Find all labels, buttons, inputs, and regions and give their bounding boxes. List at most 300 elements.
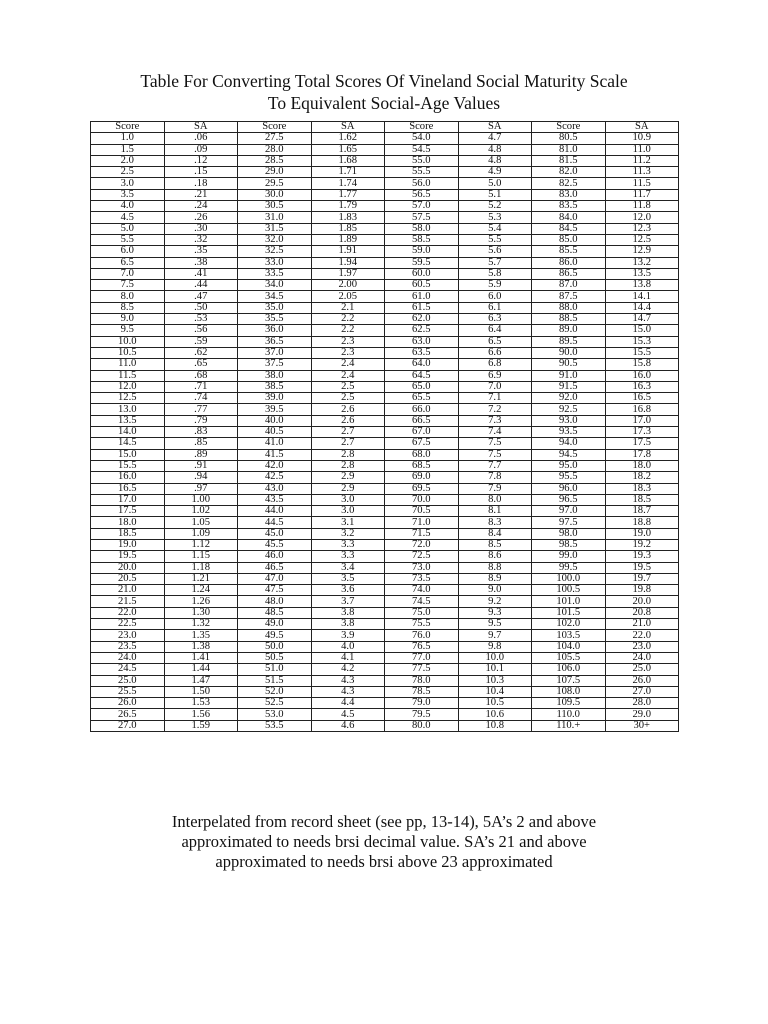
table-row: [91, 506, 679, 517]
table-cell: 10.5: [91, 347, 165, 358]
table-cell: 9.0: [91, 314, 165, 325]
table-cell: .38: [164, 257, 238, 268]
table-cell: 4.8: [458, 144, 532, 155]
table-row: [91, 449, 679, 460]
table-cell: 3.6: [311, 585, 385, 596]
table-cell: 1.56: [164, 709, 238, 720]
table-cell: 13.2: [605, 257, 679, 268]
table-cell: 14.7: [605, 314, 679, 325]
table-cell: 9.3: [458, 607, 532, 618]
table-cell: 1.94: [311, 257, 385, 268]
table-cell: 86.5: [532, 268, 606, 279]
table-cell: 1.97: [311, 268, 385, 279]
table-cell: 2.05: [311, 291, 385, 302]
table-cell: 4.9: [458, 167, 532, 178]
table-cell: 12.9: [605, 246, 679, 257]
table-row: [91, 698, 679, 709]
table-cell: .44: [164, 280, 238, 291]
table-cell: 78.5: [385, 686, 459, 697]
table-cell: 109.5: [532, 698, 606, 709]
table-cell: 30+: [605, 720, 679, 731]
table-cell: 35.5: [238, 314, 312, 325]
table-cell: 19.8: [605, 585, 679, 596]
table-cell: 5.2: [458, 201, 532, 212]
table-cell: 2.7: [311, 427, 385, 438]
table-row: [91, 664, 679, 675]
table-cell: 20.5: [91, 573, 165, 584]
table-cell: 101.0: [532, 596, 606, 607]
table-cell: 13.5: [605, 268, 679, 279]
table-cell: 13.5: [91, 415, 165, 426]
table-cell: 2.8: [311, 460, 385, 471]
table-row: [91, 709, 679, 720]
table-cell: 2.1: [311, 302, 385, 313]
table-cell: 31.5: [238, 223, 312, 234]
table-cell: 6.5: [91, 257, 165, 268]
table-cell: 26.0: [605, 675, 679, 686]
table-cell: 18.3: [605, 483, 679, 494]
table-cell: 2.6: [311, 404, 385, 415]
table-cell: 8.1: [458, 506, 532, 517]
table-header-row: [91, 122, 679, 133]
table-cell: .97: [164, 483, 238, 494]
table-cell: 6.3: [458, 314, 532, 325]
table-cell: 46.0: [238, 551, 312, 562]
footnote: [0, 812, 768, 872]
table-cell: 28.0: [605, 698, 679, 709]
table-cell: 87.0: [532, 280, 606, 291]
table-cell: 24.0: [91, 652, 165, 663]
table-cell: 8.4: [458, 528, 532, 539]
table-cell: 1.65: [311, 144, 385, 155]
table-cell: 1.0: [91, 133, 165, 144]
table-cell: 3.8: [311, 619, 385, 630]
table-cell: 3.3: [311, 551, 385, 562]
table-row: [91, 133, 679, 144]
table-cell: 6.0: [458, 291, 532, 302]
table-cell: 2.6: [311, 415, 385, 426]
table-row: [91, 291, 679, 302]
table-cell: 5.1: [458, 189, 532, 200]
table-cell: 1.91: [311, 246, 385, 257]
table-cell: .53: [164, 314, 238, 325]
table-row: [91, 257, 679, 268]
table-cell: 70.5: [385, 506, 459, 517]
table-cell: 12.5: [605, 234, 679, 245]
table-cell: 73.5: [385, 573, 459, 584]
table-cell: .26: [164, 212, 238, 223]
table-cell: 1.79: [311, 201, 385, 212]
table-cell: 88.5: [532, 314, 606, 325]
table-cell: .83: [164, 427, 238, 438]
table-row: [91, 314, 679, 325]
table-cell: 8.3: [458, 517, 532, 528]
table-cell: 36.0: [238, 325, 312, 336]
table-row: [91, 528, 679, 539]
table-cell: 4.0: [311, 641, 385, 652]
table-cell: 5.6: [458, 246, 532, 257]
table-cell: 4.3: [311, 675, 385, 686]
table-cell: 59.5: [385, 257, 459, 268]
table-cell: 67.5: [385, 438, 459, 449]
table-cell: 23.5: [91, 641, 165, 652]
table-cell: 99.5: [532, 562, 606, 573]
table-cell: 1.35: [164, 630, 238, 641]
table-cell: 80.0: [385, 720, 459, 731]
table-cell: 13.0: [91, 404, 165, 415]
table-cell: 4.8: [458, 155, 532, 166]
table-cell: 29.0: [238, 167, 312, 178]
table-cell: 1.50: [164, 686, 238, 697]
table-cell: 30.0: [238, 189, 312, 200]
table-cell: 5.0: [458, 178, 532, 189]
table-cell: 89.0: [532, 325, 606, 336]
table-cell: 35.0: [238, 302, 312, 313]
table-cell: 1.26: [164, 596, 238, 607]
table-cell: 95.0: [532, 460, 606, 471]
table-cell: 60.5: [385, 280, 459, 291]
table-cell: 19.5: [91, 551, 165, 562]
table-cell: 10.0: [458, 652, 532, 663]
table-cell: 11.8: [605, 201, 679, 212]
table-cell: 2.0: [91, 155, 165, 166]
table-cell: 18.5: [91, 528, 165, 539]
table-cell: .79: [164, 415, 238, 426]
table-cell: 3.7: [311, 596, 385, 607]
table-cell: 44.5: [238, 517, 312, 528]
table-cell: 8.9: [458, 573, 532, 584]
table-cell: 2.2: [311, 325, 385, 336]
table-cell: 54.0: [385, 133, 459, 144]
table-row: [91, 189, 679, 200]
table-cell: 92.5: [532, 404, 606, 415]
table-cell: 11.3: [605, 167, 679, 178]
table-cell: 58.0: [385, 223, 459, 234]
table-cell: 97.0: [532, 506, 606, 517]
table-cell: 62.0: [385, 314, 459, 325]
table-cell: 5.5: [458, 234, 532, 245]
table-row: [91, 155, 679, 166]
table-cell: 21.5: [91, 596, 165, 607]
table-cell: 1.41: [164, 652, 238, 663]
table-cell: 7.8: [458, 472, 532, 483]
table-cell: 103.5: [532, 630, 606, 641]
table-cell: 29.0: [605, 709, 679, 720]
table-cell: 66.0: [385, 404, 459, 415]
table-cell: 46.5: [238, 562, 312, 573]
table-cell: 26.5: [91, 709, 165, 720]
table-row: [91, 370, 679, 381]
table-cell: 92.0: [532, 393, 606, 404]
table-cell: .94: [164, 472, 238, 483]
table-cell: 1.74: [311, 178, 385, 189]
table-cell: 64.0: [385, 359, 459, 370]
table-cell: 19.0: [605, 528, 679, 539]
table-cell: 20.0: [605, 596, 679, 607]
table-cell: 74.0: [385, 585, 459, 596]
table-cell: 42.0: [238, 460, 312, 471]
table-cell: 68.0: [385, 449, 459, 460]
table-cell: 3.0: [311, 506, 385, 517]
table-cell: 3.0: [91, 178, 165, 189]
table-cell: 41.5: [238, 449, 312, 460]
table-cell: 25.0: [91, 675, 165, 686]
table-cell: 18.5: [605, 494, 679, 505]
table-cell: 82.5: [532, 178, 606, 189]
note-line-3: approximated to needs brsi above 23 approximated: [215, 852, 553, 871]
table-cell: 49.5: [238, 630, 312, 641]
table-cell: 43.0: [238, 483, 312, 494]
table-cell: 14.5: [91, 438, 165, 449]
table-row: [91, 607, 679, 618]
table-cell: 2.5: [311, 393, 385, 404]
table-cell: 1.12: [164, 539, 238, 550]
table-cell: 83.5: [532, 201, 606, 212]
column-header: Score: [238, 122, 312, 133]
table-row: [91, 325, 679, 336]
table-cell: 14.0: [91, 427, 165, 438]
table-row: [91, 460, 679, 471]
table-cell: 1.24: [164, 585, 238, 596]
table-cell: 10.1: [458, 664, 532, 675]
table-cell: 84.5: [532, 223, 606, 234]
table-cell: 4.5: [91, 212, 165, 223]
table-cell: 33.0: [238, 257, 312, 268]
table-cell: 83.0: [532, 189, 606, 200]
table-cell: 85.5: [532, 246, 606, 257]
table-cell: 3.3: [311, 539, 385, 550]
table-cell: 8.6: [458, 551, 532, 562]
table-cell: .35: [164, 246, 238, 257]
table-cell: 63.5: [385, 347, 459, 358]
table-cell: 27.0: [605, 686, 679, 697]
table-cell: 16.0: [605, 370, 679, 381]
column-header: Score: [385, 122, 459, 133]
table-body: [91, 133, 679, 732]
table-cell: 18.2: [605, 472, 679, 483]
table-cell: 16.5: [91, 483, 165, 494]
table-cell: 95.5: [532, 472, 606, 483]
table-cell: 79.5: [385, 709, 459, 720]
table-row: [91, 641, 679, 652]
table-cell: 1.15: [164, 551, 238, 562]
table-cell: 90.5: [532, 359, 606, 370]
table-cell: 25.0: [605, 664, 679, 675]
table-cell: 65.5: [385, 393, 459, 404]
table-cell: 58.5: [385, 234, 459, 245]
table-row: [91, 720, 679, 731]
table-cell: 73.0: [385, 562, 459, 573]
table-cell: 16.0: [91, 472, 165, 483]
table-cell: 32.0: [238, 234, 312, 245]
table-cell: 1.30: [164, 607, 238, 618]
table-cell: 9.5: [91, 325, 165, 336]
table-cell: 104.0: [532, 641, 606, 652]
table-cell: 17.5: [91, 506, 165, 517]
table-cell: 15.5: [605, 347, 679, 358]
table-row: [91, 562, 679, 573]
table-row: [91, 336, 679, 347]
table-cell: 93.0: [532, 415, 606, 426]
table-cell: 17.0: [605, 415, 679, 426]
table-cell: 66.5: [385, 415, 459, 426]
table-cell: 88.0: [532, 302, 606, 313]
table-cell: 43.5: [238, 494, 312, 505]
table-cell: 9.2: [458, 596, 532, 607]
table-cell: 44.0: [238, 506, 312, 517]
table-cell: 3.8: [311, 607, 385, 618]
table-row: [91, 167, 679, 178]
table-cell: 32.5: [238, 246, 312, 257]
note-line-1: Interpelated from record sheet (see pp, 13-14), 5A’s 2 and above: [171, 812, 597, 831]
table-cell: 25.5: [91, 686, 165, 697]
table-cell: 82.0: [532, 167, 606, 178]
table-cell: 65.0: [385, 381, 459, 392]
table-row: [91, 427, 679, 438]
table-cell: 4.1: [311, 652, 385, 663]
table-cell: 72.0: [385, 539, 459, 550]
table-cell: 39.5: [238, 404, 312, 415]
table-cell: 89.5: [532, 336, 606, 347]
table-cell: 5.4: [458, 223, 532, 234]
table-cell: 2.2: [311, 314, 385, 325]
table-cell: 3.1: [311, 517, 385, 528]
table-row: [91, 178, 679, 189]
table-cell: 81.5: [532, 155, 606, 166]
table-row: [91, 268, 679, 279]
table-cell: 7.0: [91, 268, 165, 279]
table-cell: 2.5: [91, 167, 165, 178]
table-row: [91, 494, 679, 505]
table-row: [91, 347, 679, 358]
table-cell: 7.0: [458, 381, 532, 392]
table-cell: 15.8: [605, 359, 679, 370]
table-cell: .18: [164, 178, 238, 189]
table-cell: 11.2: [605, 155, 679, 166]
table-cell: 22.5: [91, 619, 165, 630]
table-cell: 1.38: [164, 641, 238, 652]
table-cell: .30: [164, 223, 238, 234]
table-cell: 39.0: [238, 393, 312, 404]
table-cell: 10.6: [458, 709, 532, 720]
table-cell: 7.9: [458, 483, 532, 494]
table-cell: 6.4: [458, 325, 532, 336]
table-cell: 3.9: [311, 630, 385, 641]
table-cell: 24.5: [91, 664, 165, 675]
table-cell: 110.+: [532, 720, 606, 731]
table-cell: 4.4: [311, 698, 385, 709]
table-cell: 37.0: [238, 347, 312, 358]
table-row: [91, 234, 679, 245]
table-row: [91, 302, 679, 313]
table-cell: 16.5: [605, 393, 679, 404]
table-cell: 5.7: [458, 257, 532, 268]
table-cell: 29.5: [238, 178, 312, 189]
table-cell: 91.5: [532, 381, 606, 392]
table-cell: .65: [164, 359, 238, 370]
table-cell: 9.0: [458, 585, 532, 596]
table-cell: 98.5: [532, 539, 606, 550]
table-cell: 107.5: [532, 675, 606, 686]
column-header: SA: [311, 122, 385, 133]
table-cell: 94.0: [532, 438, 606, 449]
table-cell: 2.7: [311, 438, 385, 449]
table-cell: 85.0: [532, 234, 606, 245]
table-cell: 4.6: [311, 720, 385, 731]
table-cell: .41: [164, 268, 238, 279]
table-cell: 91.0: [532, 370, 606, 381]
table-cell: 6.6: [458, 347, 532, 358]
table-cell: .85: [164, 438, 238, 449]
table-cell: 26.0: [91, 698, 165, 709]
table-cell: 7.5: [458, 449, 532, 460]
table-cell: 1.89: [311, 234, 385, 245]
table-cell: .09: [164, 144, 238, 155]
table-cell: 3.0: [311, 494, 385, 505]
table-cell: 76.5: [385, 641, 459, 652]
table-cell: 21.0: [91, 585, 165, 596]
table-cell: 76.0: [385, 630, 459, 641]
table-cell: 69.0: [385, 472, 459, 483]
table-cell: 42.5: [238, 472, 312, 483]
table-cell: 2.8: [311, 449, 385, 460]
table-row: [91, 686, 679, 697]
table-cell: 100.5: [532, 585, 606, 596]
table-cell: 75.5: [385, 619, 459, 630]
table-cell: 49.0: [238, 619, 312, 630]
table-cell: 1.00: [164, 494, 238, 505]
table-cell: 2.3: [311, 336, 385, 347]
table-cell: 12.0: [605, 212, 679, 223]
table-cell: 52.5: [238, 698, 312, 709]
column-header: Score: [91, 122, 165, 133]
table-cell: 96.0: [532, 483, 606, 494]
table-cell: 9.5: [458, 619, 532, 630]
table-row: [91, 201, 679, 212]
table-cell: 36.5: [238, 336, 312, 347]
table-cell: 7.7: [458, 460, 532, 471]
table-cell: 10.5: [458, 698, 532, 709]
table-cell: 1.5: [91, 144, 165, 155]
table-cell: 80.5: [532, 133, 606, 144]
table-cell: 50.5: [238, 652, 312, 663]
page-title: [0, 70, 768, 114]
table-cell: 97.5: [532, 517, 606, 528]
table-cell: 1.68: [311, 155, 385, 166]
table-cell: .91: [164, 460, 238, 471]
table-cell: 34.0: [238, 280, 312, 291]
table-cell: 9.8: [458, 641, 532, 652]
table-cell: 10.9: [605, 133, 679, 144]
table-cell: 56.0: [385, 178, 459, 189]
table-cell: 1.47: [164, 675, 238, 686]
table-cell: 6.9: [458, 370, 532, 381]
table-cell: 16.8: [605, 404, 679, 415]
table-cell: 8.5: [91, 302, 165, 313]
table-row: [91, 280, 679, 291]
table-cell: 47.5: [238, 585, 312, 596]
table-cell: 1.32: [164, 619, 238, 630]
table-cell: 55.5: [385, 167, 459, 178]
table-row: [91, 246, 679, 257]
table-cell: 18.0: [91, 517, 165, 528]
table-cell: 53.5: [238, 720, 312, 731]
table-cell: 45.0: [238, 528, 312, 539]
table-cell: 110.0: [532, 709, 606, 720]
table-row: [91, 223, 679, 234]
table-cell: 70.0: [385, 494, 459, 505]
table-cell: 1.44: [164, 664, 238, 675]
